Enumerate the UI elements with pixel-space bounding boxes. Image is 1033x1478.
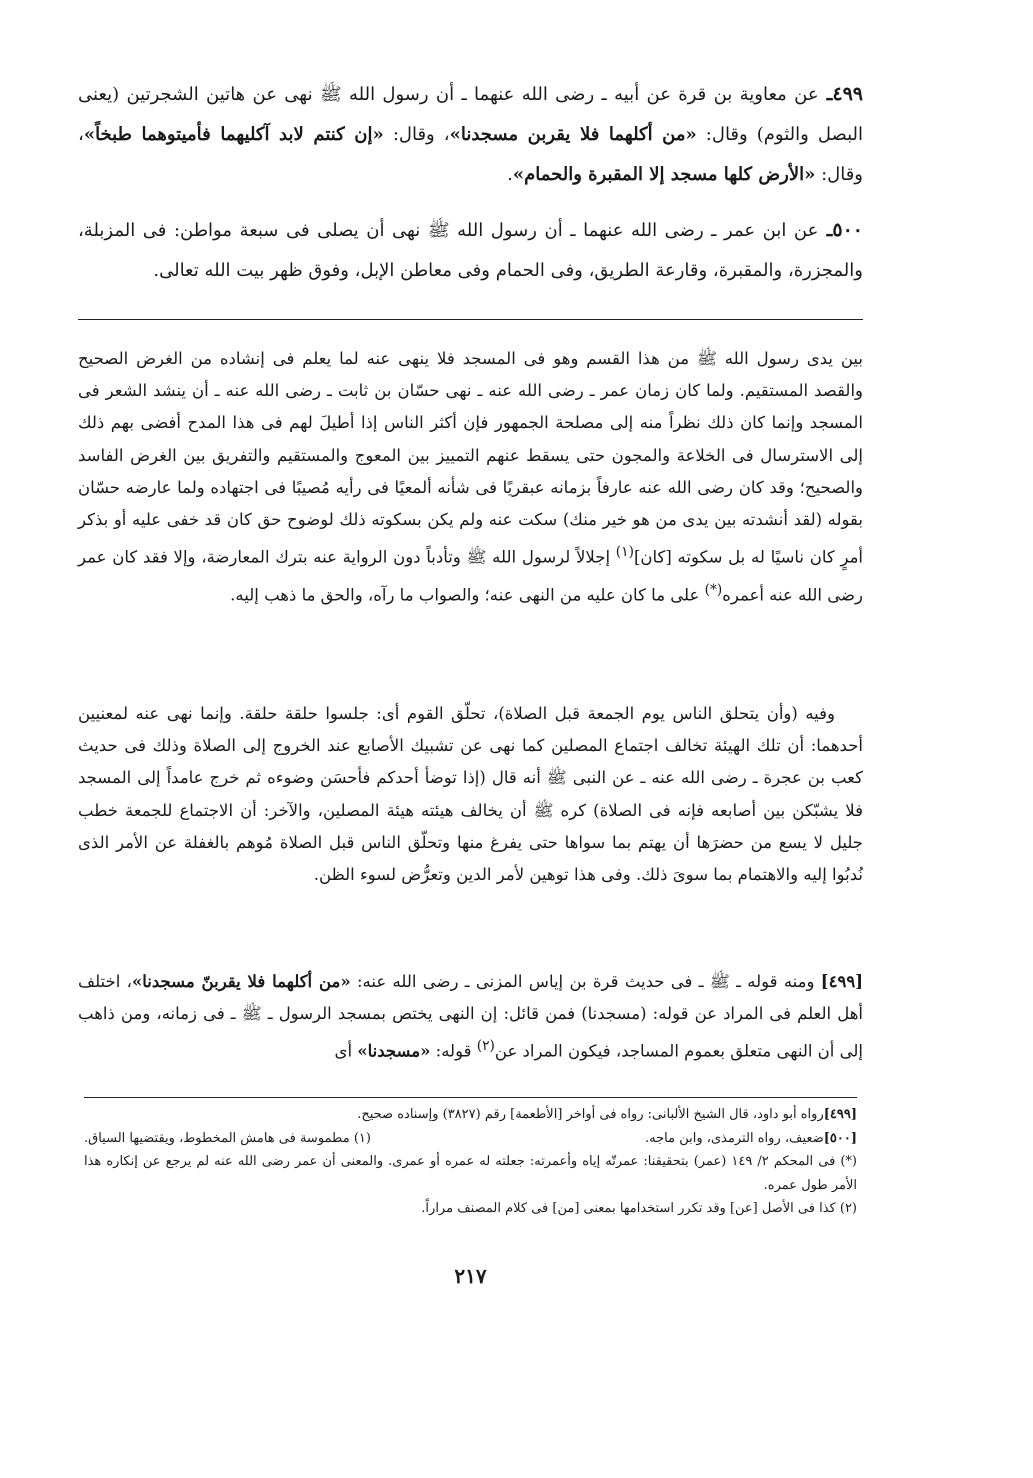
footnotes xyxy=(84,1103,857,1221)
hadith-text: عن معاوية بن قرة عن أبيه ـ رضى الله عنهما ـ أن رسول الله ﷺ نهى عن هاتين الشجرتين (يعنى البصل والثوم) وقال: xyxy=(78,84,864,145)
commentary-text: بين يدى رسول الله ﷺ من هذا القسم وهو فى المسجد فلا ينهى عنه لما يعلم فى إنشاده من الغرض الصحيح والقصد المستقيم. ولما كان زمان عمر ـ رضى الله عنه ـ نهى حسّان بن ثابت ـ رضى الله عنه ـ أن ينشد الشعر فى المسجد وإنما كان ذلك نظراً منه إلى مصلحة الجمهور فإن أكثر الناس إذا أطيلَ لهم فى هذا المدح أفضى بهم ذلك إلى الاسترسال فى الخلاعة والمجون حتى يسقط عنهم التمييز بين المعوج والمستقيم والتفريق بين الغرض الفاسد والصحيح؛ وقد كان رضى الله عنه عارفاً بزمانه عبقريًا فى شأنه ألمعيًا فى رأيه مُصيبًا فى اجتهاده ولما عارضه حسّان بقوله (لقد أنشدته بين يدى من هو خير منك) سكت عنه ولم يكن بسكوته ذلك لوضوح حق كان قد خفى عليه أو بذكر أمرٍ كان ناسيًا له بل سكوته [كان] xyxy=(78,349,864,567)
hadith-quote: «الأرض كلها مسجد إلا المقبرة والحمام» xyxy=(512,164,816,185)
footnote-marker: (*) xyxy=(704,581,723,598)
footnote-row xyxy=(84,1127,857,1151)
hadith-text: ، وقال: xyxy=(383,124,450,145)
hadith-number-dash: ـ xyxy=(818,83,833,105)
book-page xyxy=(78,0,863,1478)
footnote-ref: [٤٩٩] xyxy=(823,1107,857,1122)
footnote-divider xyxy=(84,1097,857,1098)
hadith-500 xyxy=(78,210,863,291)
hadith-text: ، وقال: xyxy=(78,124,863,185)
hadith-quote: «من أكلهما فلا يقربنّ مسجدنا» xyxy=(131,972,351,991)
commentary-text: ، اختلف أهل العلم فى المراد عن قوله: (مسجدنا) فمن قائل: إن النهى يختص بمسجد الرسول ـ ﷺ ـ فى زمانه، ومن ذاهب إلى أن النهى متعلق بعموم المساجد، فيكون المراد عن xyxy=(78,972,863,1061)
commentary-text: وفيه (وأن يتحلق الناس يوم الجمعة قبل الصلاة)، تحلّق القوم أى: جلسوا حلقة حلقة. وإنما نهى عنه لمعنيين أحدهما: أن تلك الهيئة تخالف اجتماع المصلين كما نهى عن تشبيك الأصابع عند الخروج إلى الصلاة وذلك فى حديث كعب بن عجرة ـ رضى الله عنه ـ عن النبى ﷺ أنه قال (إذا توضأ أحدكم فأحسَن وضوءه ثم خرج عامداً إلى المسجد فلا يشبّكن بين أصابعه فإنه فى الصلاة) كره ﷺ أن يخالف هيئته هيئة المصلين، والآخر: أن الاجتماع للجمعة خطب جليل لا يسع من حضرَها أن يهتم بما سواها حتى يفرغ منها وتحلّق الناس قبل الصلاة مُوهم بالغفلة عن الأمر الذى نُدبُوا إليه والاهتمام بما سوىَ ذلك. وفى هذا توهين لأمر الدين وتعرُّض لسوء الظن. xyxy=(78,704,863,885)
hadith-quote: «من أكلهما فلا يقربن مسجدنا» xyxy=(449,124,697,145)
footnote-500 xyxy=(645,1127,857,1151)
footnote-2: (٢) كذا فى الأصل [عن] وقد تكرر استخدامها بمعنى [من] فى كلام المصنف مراراً. xyxy=(421,1201,857,1216)
page-number: ٢١٧ xyxy=(454,1264,487,1288)
hadith-text: عن ابن عمر ـ رضى الله عنهما ـ أن رسول الله ﷺ نهى أن يصلى فى سبعة مواطن: فى المزبلة، والمجزرة، والمقبرة، وقارعة الطريق، وفى الحمام وفى معاطن الإبل، وفوق ظهر بيت الله تعالى. xyxy=(78,220,863,281)
hadith-text: . xyxy=(507,164,513,185)
hadith-quote: «مسجدنا» xyxy=(357,1041,431,1061)
footnote-text: رواه أبو داود، قال الشيخ الألبانى: رواه فى أواخر [الأطعمة] رقم (٣٨٢٧) وإسناده صحيح. xyxy=(357,1107,824,1122)
hadith-499 xyxy=(78,74,863,195)
commentary-paragraph xyxy=(78,698,863,891)
footnote-1: (١) مطموسة فى هامش المخطوط، ويقتضيها السياق. xyxy=(84,1130,371,1146)
commentary-text: إجلالاً لرسول الله ﷺ وتأدباً دون الرواية عنه بترك المعارضة، وإلا فقد كان عمر رضى الله عنه أعمره xyxy=(78,547,863,605)
hadith-number: ٥٠٠ xyxy=(832,219,863,241)
footnote-499 xyxy=(84,1103,857,1127)
commentary-paragraph xyxy=(78,343,863,612)
hadith-reference: [٤٩٩] xyxy=(820,972,863,991)
footnote-marker: (٢) xyxy=(476,1038,495,1055)
hadith-quote: «إن كنتم لابد آكليهما فأميتوهما طبخاً» xyxy=(83,124,384,145)
hadith-number-dash: ـ xyxy=(818,219,833,241)
commentary-text: ومنه قوله ـ ﷺ ـ فى حديث قرة بن إياس المزنى ـ رضى الله عنه: xyxy=(350,972,821,991)
footnote-marker: (١) xyxy=(615,544,634,561)
footnote-ref: [٥٠٠] xyxy=(823,1130,857,1146)
section-divider xyxy=(78,319,863,320)
hadith-number: ٤٩٩ xyxy=(832,83,863,105)
commentary-text: قوله: xyxy=(430,1041,477,1061)
footnote-text: ضعيف، رواه الترمذى، وابن ماجه. xyxy=(645,1130,824,1146)
commentary-text: على ما كان عليه من النهى عنه؛ والصواب ما رآه، والحق ما ذهب إليه. xyxy=(230,585,705,605)
commentary-paragraph xyxy=(78,966,863,1068)
footnote-star: (*) فى المحكم ٢/ ١٤٩ (عمر) بتحقيقنا: عمرتّه إياه وأعمرته: جعلته له عمره أو عمرى. والمعنى أن عمر رضى الله عنه لم يرجع عن إنكاره هذا الأمر طول عمره. xyxy=(84,1154,857,1193)
commentary-text: أى xyxy=(334,1041,358,1061)
